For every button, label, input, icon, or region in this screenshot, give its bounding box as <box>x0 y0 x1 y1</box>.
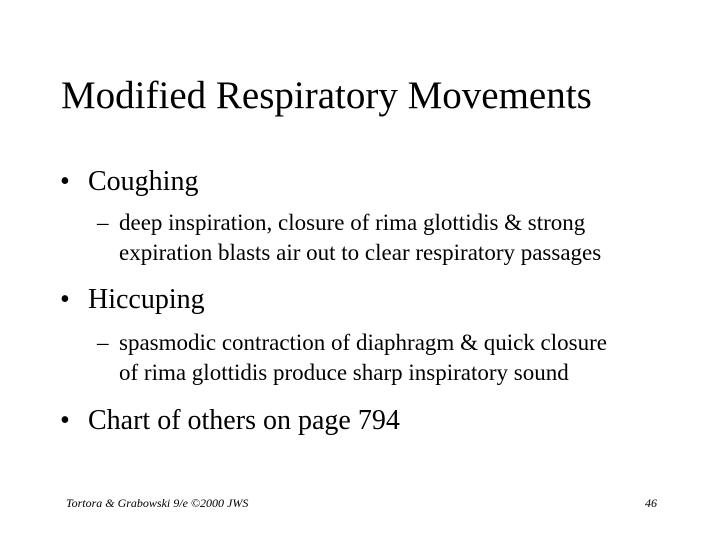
bullet-marker: • <box>60 284 70 315</box>
sub-bullet-line-2: of rima glottidis produce sharp inspiratory sound <box>119 360 569 385</box>
sub-bullet-line-2: expiration blasts air out to clear respiratory passages <box>119 240 602 265</box>
sub-bullet-marker: – <box>97 330 109 355</box>
bullet-coughing <box>60 165 198 199</box>
sub-bullet-coughing <box>97 208 601 268</box>
bullet-text: Chart of others on page 794 <box>88 405 400 436</box>
footer-credit: Tortora & Grabowski 9/e ©2000 JWS <box>66 496 249 510</box>
bullet-chart-of-others <box>60 404 400 438</box>
bullet-hiccuping <box>60 283 205 317</box>
slide-title: Modified Respiratory Movements <box>61 74 592 117</box>
bullet-marker: • <box>60 405 70 436</box>
bullet-text: Hiccuping <box>88 284 205 315</box>
sub-bullet-marker: – <box>97 210 109 235</box>
bullet-marker: • <box>60 166 70 197</box>
bullet-text: Coughing <box>88 166 199 197</box>
sub-bullet-line-1: deep inspiration, closure of rima glottidis & strong <box>119 210 586 235</box>
sub-bullet-hiccuping <box>97 328 607 388</box>
sub-bullet-line-1: spasmodic contraction of diaphragm & quick closure <box>119 330 607 355</box>
footer-page-number: 46 <box>645 496 657 510</box>
